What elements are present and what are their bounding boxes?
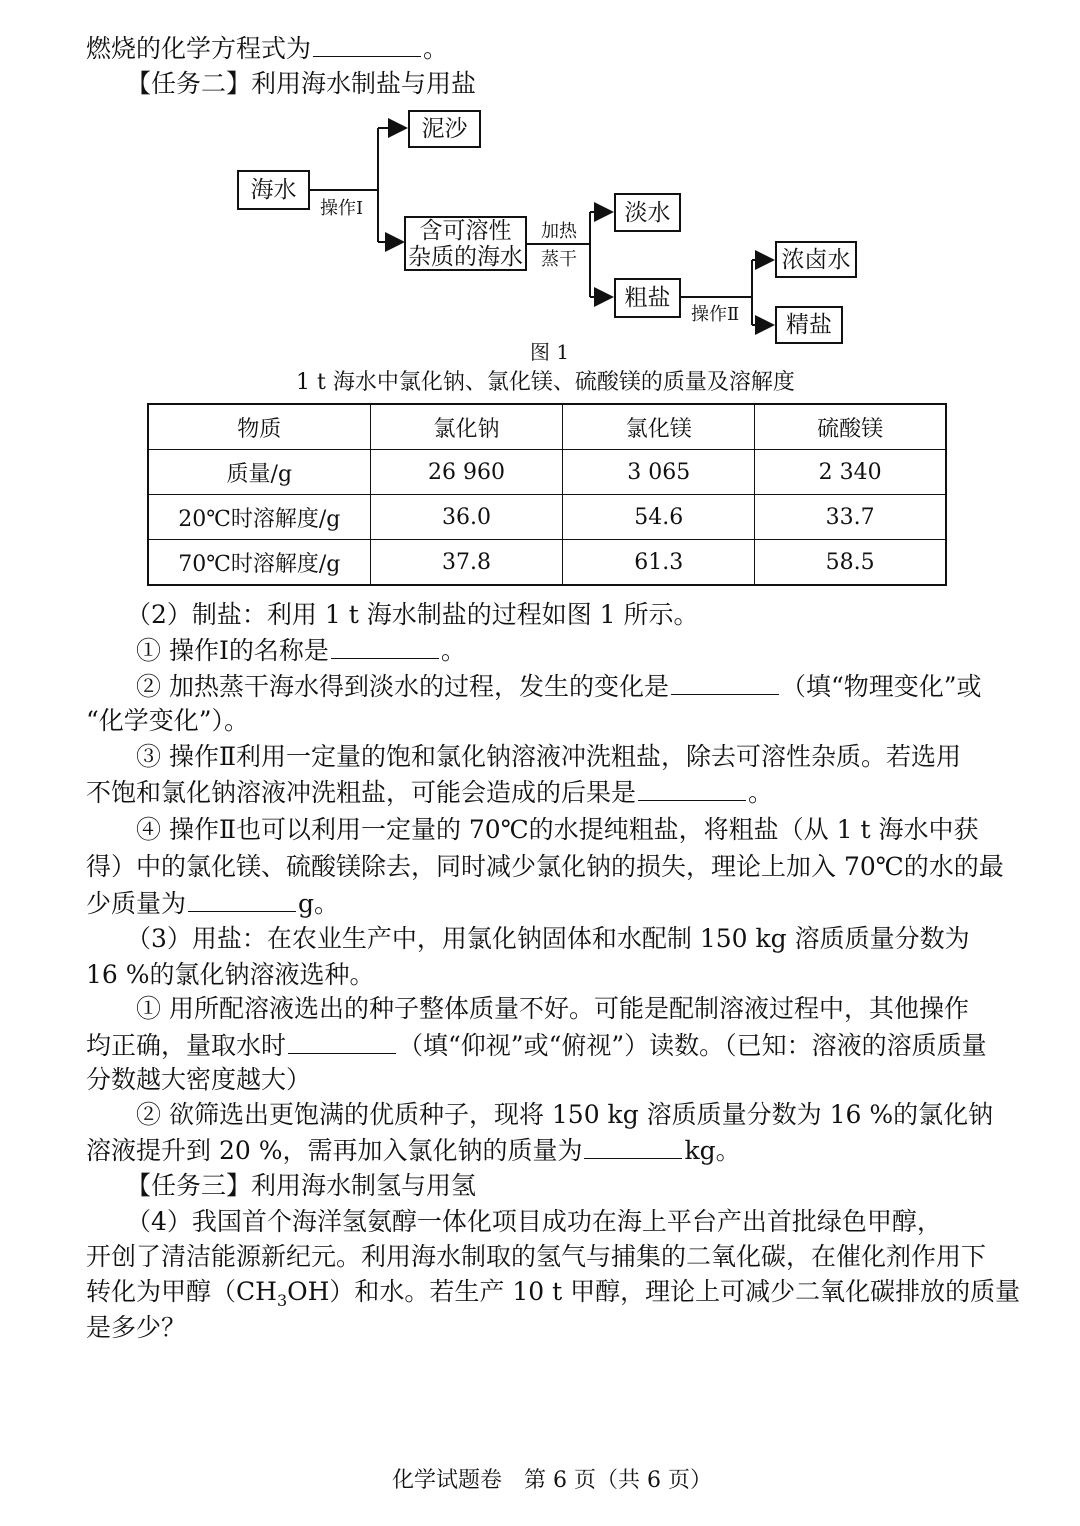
q3-intro-cont: 16 %的氯化钠溶液选种。	[86, 960, 375, 989]
q2-sub2-cont: “化学变化”）。	[86, 706, 250, 735]
q2-sub2-hint: （填“物理变化”或	[780, 672, 982, 701]
node-brine	[775, 241, 857, 278]
table-cell: 2 340	[755, 450, 946, 495]
table-cell: 61.3	[563, 540, 755, 586]
q2-intro: （2）制盐：利用 1 t 海水制盐的过程如图 1 所示。	[126, 600, 699, 629]
node-mud-label: 泥沙	[421, 116, 468, 142]
q2-sub3-text: 不饱和氯化钠溶液冲洗粗盐，可能会造成的后果是	[86, 778, 637, 807]
node-impure-line2: 杂质的海水	[408, 243, 523, 270]
answer-blank[interactable]	[638, 774, 746, 801]
sentence-end: 。	[423, 34, 449, 63]
answer-blank[interactable]	[331, 632, 439, 659]
table-cell: 54.6	[563, 495, 755, 540]
page-footer: 化学试题卷 第 6 页（共 6 页）	[392, 1468, 712, 1493]
node-refined-salt-label: 精盐	[786, 312, 832, 338]
node-seawater-label: 海水	[250, 177, 297, 203]
q3-sub1-text: 均正确，量取水时	[86, 1031, 287, 1060]
table-cell: 质量/g	[148, 450, 370, 495]
q3-intro: （3）用盐：在农业生产中，用氯化钠固体和水配制 150 kg 溶质质量分数为	[126, 924, 970, 953]
answer-blank[interactable]	[671, 668, 779, 695]
solubility-table	[147, 403, 947, 586]
q2-sub1	[136, 632, 466, 668]
q3-sub2: ② 欲筛选出更饱满的优质种子，现将 150 kg 溶质质量分数为 16 %的氯化钠	[136, 1100, 994, 1129]
node-brine-label: 浓卤水	[781, 246, 851, 273]
q2-sub3-end: 。	[748, 778, 774, 807]
edge-label-heat: 加热	[541, 221, 577, 242]
table-header-cell: 物质	[148, 404, 370, 450]
q4-line3	[86, 1274, 1020, 1310]
node-impure-line1: 含可溶性	[419, 217, 512, 244]
combustion-equation-line	[86, 30, 448, 66]
table-header-cell: 硫酸镁	[755, 404, 946, 450]
q2-sub2-text: ② 加热蒸干海水得到淡水的过程，发生的变化是	[136, 672, 669, 701]
answer-blank[interactable]	[188, 885, 296, 912]
table-caption: 1 t 海水中氯化钠、氯化镁、硫酸镁的质量及溶解度	[296, 370, 795, 395]
subscript-three: 3	[276, 1291, 288, 1310]
table-cell: 3 065	[563, 450, 755, 495]
table-header-row	[148, 404, 946, 450]
q4-line2: 开创了清洁能源新纪元。利用海水制取的氢气与捕集的二氧化碳，在催化剂作用下	[86, 1242, 987, 1271]
q2-sub2	[136, 668, 982, 704]
table-cell: 36.0	[370, 495, 563, 540]
node-crude-salt-label: 粗盐	[624, 285, 671, 311]
table-cell: 26 960	[370, 450, 563, 495]
table-header-cell: 氯化镁	[563, 404, 755, 450]
table-cell: 37.8	[370, 540, 563, 586]
q2-sub4-cont: 得）中的氯化镁、硫酸镁除去，同时减少氯化钠的损失，理论上加入 70℃的水的最	[86, 852, 1004, 881]
task2-title: 【任务二】利用海水制盐与用盐	[126, 69, 477, 98]
answer-blank[interactable]	[288, 1027, 396, 1054]
edge-label-evaporate: 蒸干	[541, 249, 577, 270]
table-row	[148, 540, 946, 586]
table-cell: 33.7	[755, 495, 946, 540]
q3-sub1-cont2: 分数越大密度越大）	[86, 1065, 312, 1094]
node-seawater	[237, 170, 310, 210]
task3-title: 【任务三】利用海水制氢与用氢	[126, 1171, 477, 1200]
q4-line4: 是多少？	[86, 1313, 187, 1342]
q3-sub2-text: 溶液提升到 20 %，需再加入氯化钠的质量为	[86, 1136, 583, 1165]
node-fresh-water	[614, 193, 681, 232]
node-fresh-water-label: 淡水	[624, 199, 671, 226]
combustion-equation-text: 燃烧的化学方程式为	[86, 34, 312, 63]
edge-label-op2: 操作Ⅱ	[691, 304, 740, 325]
q2-sub4: ④ 操作Ⅱ也可以利用一定量的 70℃的水提纯粗盐，将粗盐（从 1 t 海水中获	[136, 815, 979, 844]
figure-caption: 图 1	[530, 340, 570, 364]
table-row	[148, 450, 946, 495]
q3-sub1-hint: （填“仰视”或“俯视”）读数。（已知：溶液的溶质质量	[398, 1031, 987, 1060]
table-cell: 58.5	[755, 540, 946, 586]
q2-sub3: ③ 操作Ⅱ利用一定量的饱和氯化钠溶液冲洗粗盐，除去可溶性杂质。若选用	[136, 742, 961, 771]
q3-sub2-cont	[86, 1132, 741, 1168]
edge-label-op1: 操作Ⅰ	[320, 198, 364, 219]
q4-line3-text: 转化为甲醇（CH	[86, 1277, 277, 1306]
node-mud	[408, 110, 481, 148]
table-header-cell: 氯化钠	[370, 404, 563, 450]
q2-sub4-cont2	[86, 885, 339, 921]
q3-sub1-cont	[86, 1027, 987, 1063]
answer-blank[interactable]	[313, 30, 421, 57]
node-crude-salt	[614, 278, 681, 318]
q2-sub3-cont	[86, 774, 773, 810]
q3-sub1: ① 用所配溶液选出的种子整体质量不好。可能是配制溶液过程中，其他操作	[136, 994, 969, 1023]
q3-sub2-unit: kg。	[684, 1136, 741, 1165]
q2-sub1-text: ① 操作Ⅰ的名称是	[136, 636, 329, 665]
q2-sub4-text: 少质量为	[86, 889, 187, 918]
q4-line3-rest: OH）和水。若生产 10 t 甲醇，理论上可减少二氧化碳排放的质量	[287, 1277, 1021, 1306]
answer-blank[interactable]	[584, 1132, 682, 1159]
node-impure-seawater	[404, 216, 527, 271]
node-refined-salt	[775, 306, 843, 344]
table-row	[148, 495, 946, 540]
q2-sub1-end: 。	[440, 636, 466, 665]
table-cell: 20℃时溶解度/g	[148, 495, 370, 540]
table-cell: 70℃时溶解度/g	[148, 540, 370, 586]
q2-sub4-unit: g。	[298, 889, 340, 918]
q4-line1: （4）我国首个海洋氢氨醇一体化项目成功在海上平台产出首批绿色甲醇，	[126, 1207, 942, 1236]
